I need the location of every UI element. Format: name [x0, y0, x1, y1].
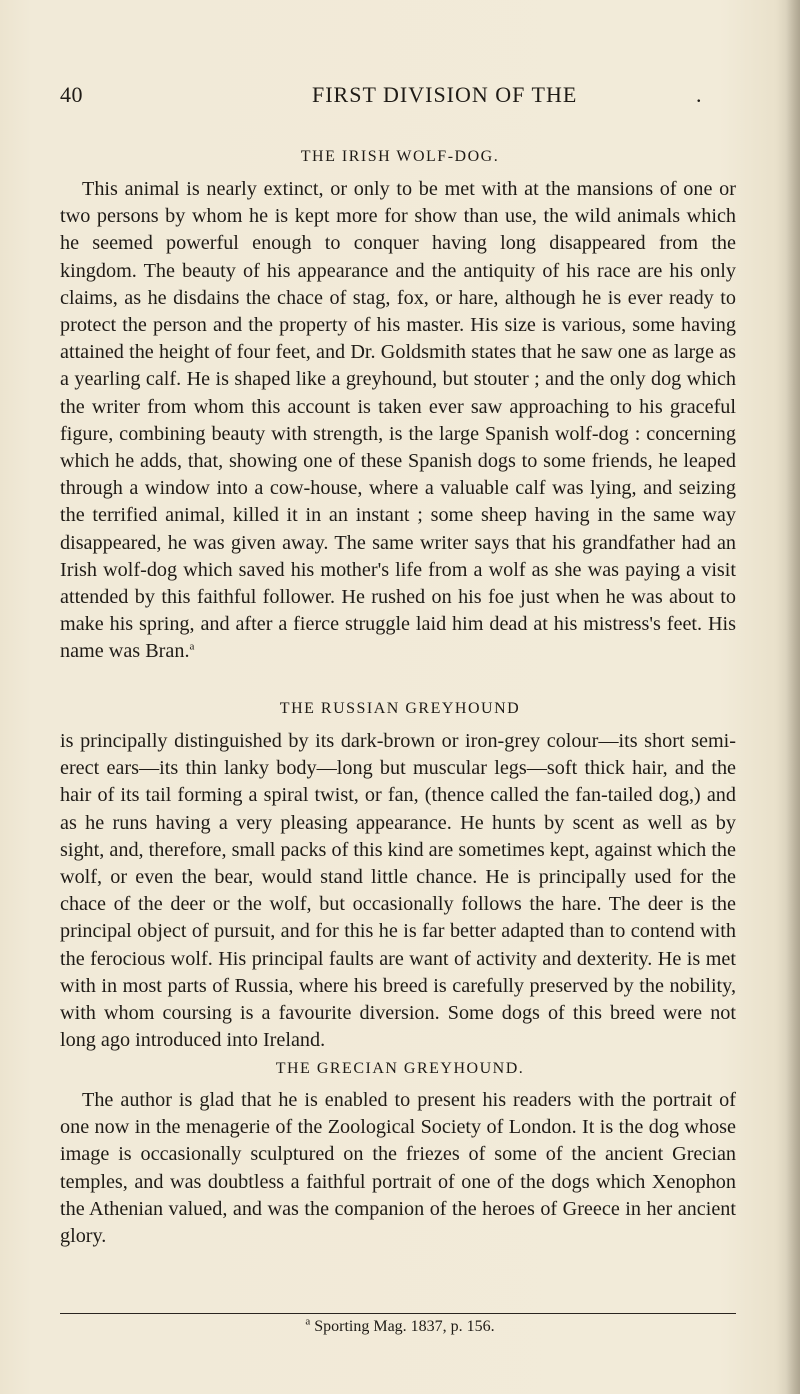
footnote-reference: a — [189, 640, 195, 653]
footnote-text: Sporting Mag. 1837, p. 156. — [314, 1318, 495, 1335]
footnote-rule — [60, 1313, 736, 1314]
running-head-mark: . — [696, 82, 702, 107]
paragraph-text: is principally distinguished by its dark-brown or iron-grey colour—its short semi-erect ears—its thin lanky body—long but muscular legs—soft thick hair, and the hair of its tail forming a spiral twist, or fan, (thence called the fan-tailed dog,) and as he runs having a very pleasing appearance. He hunts by scent as well as by sight, and, therefore, small packs of this kind are sometimes kept, against which the wolf, or even the bear, would stand little chance. He is principally used for the chace of the deer or the wolf, but occasionally follows the hare. The deer is the principal object of pursuit, and for this he is far better adapted than to contend with the ferocious wolf. His principal faults are want of activity and dexterity. He is met with in most parts of Russia, where his breed is carefully preserved by the nobility, with whom coursing is a favourite diversion. Some dogs of this breed were not long ago introduced into Ireland. — [60, 730, 736, 1052]
footnote — [0, 1315, 800, 1336]
footnote-mark: a — [305, 1315, 311, 1328]
page-number: 40 — [60, 82, 83, 107]
section-body-grecian-greyhound — [60, 1087, 736, 1250]
section-body-russian-greyhound — [60, 728, 736, 1054]
section-heading-russian-greyhound: THE RUSSIAN GREYHOUND — [279, 700, 521, 717]
running-head — [60, 82, 760, 112]
paragraph-text: The author is glad that he is enabled to present his readers with the portrait of one now in the menagerie of the Zoological Society of London. It is the dog whose image is occasionally sculptured on the friezes of some of the ancient Grecian temples, and was doubtless a faithful portrait of one of the dogs which Xenophon the Athenian valued, and was the companion of the heroes of Greece in her ancient glory. — [60, 1089, 736, 1248]
section-heading-grecian-greyhound: THE GRECIAN GREYHOUND. — [275, 1060, 525, 1077]
running-title: FIRST DIVISION OF THE — [312, 82, 578, 107]
section-heading-irish-wolf-dog: THE IRISH WOLF-DOG. — [300, 148, 500, 165]
section-body-irish-wolf-dog — [60, 176, 736, 666]
paragraph-text: This animal is nearly extinct, or only to be met with at the mansions of one or two persons by whom he is kept more for show than use, the wild animals which he seemed powerful enough to conquer having long disappeared from the kingdom. The beauty of his appearance and the antiquity of his race are his only claims, as he disdains the chace of stag, fox, or hare, although he is ever ready to protect the person and the property of his master. His size is various, some having attained the height of four feet, and Dr. Goldsmith states that he saw one as large as a yearling calf. He is shaped like a greyhound, but stouter ; and the only dog which the writer from whom this account is taken ever saw approaching to his graceful figure, combining beauty with strength, is the large Spanish wolf-dog : concerning which he adds, that, showing one of these Spanish dogs to some friends, he leaped through a window into a cow-house, where a valuable calf was lying, and seizing the terrified animal, killed it in an instant ; some sheep having in the same way disappeared, he was given away. The same writer says that his grandfather had an Irish wolf-dog which saved his mother's life from a wolf as she was paying a visit attended by this faithful follower. He rushed on his foe just when he was about to make his spring, and after a fierce struggle laid him dead at his mistress's feet. His name was Bran. — [60, 178, 736, 663]
page-edge-shadow — [786, 0, 800, 1394]
